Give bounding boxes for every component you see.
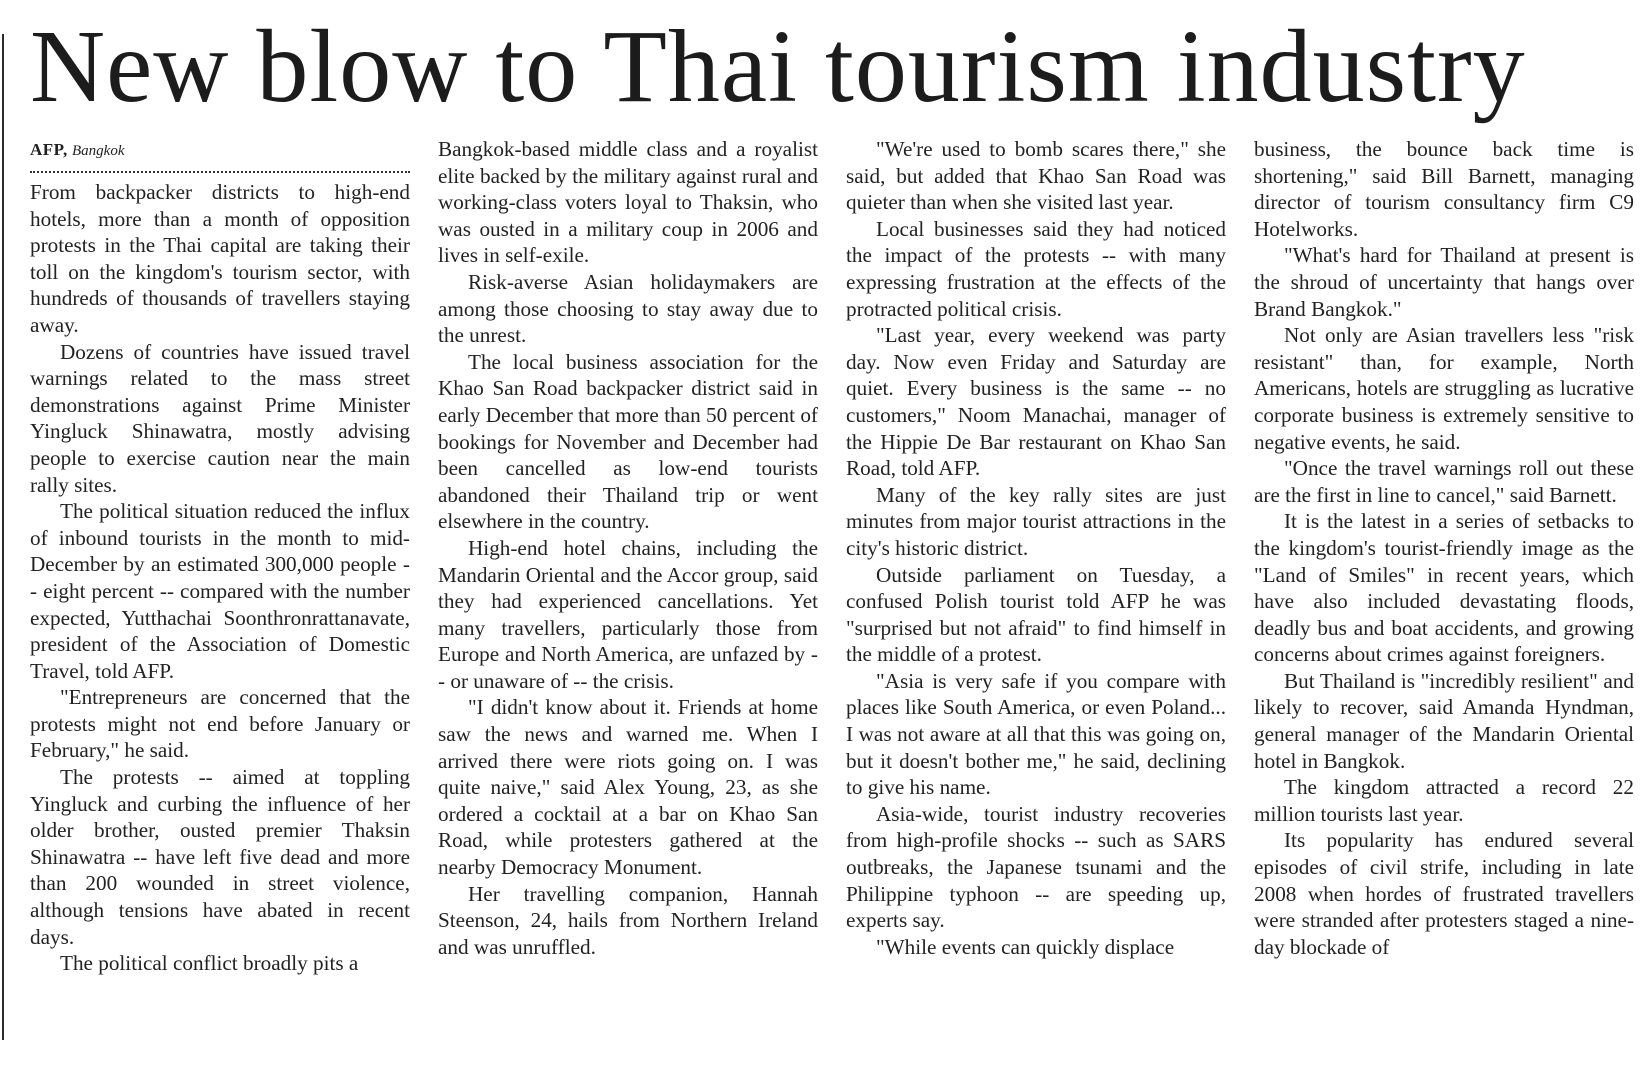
byline-dateline: Bangkok xyxy=(72,143,125,159)
paragraph: Outside parliament on Tuesday, a confused Polish tourist told AFP he was "surprised but not afraid" to find himself in the middle of a protest. xyxy=(846,562,1226,667)
column-1 xyxy=(30,136,410,977)
paragraph: business, the bounce back time is shortening," said Bill Barnett, managing director of tourism consultancy firm C9 Hotelworks. xyxy=(1254,137,1634,241)
dotted-separator xyxy=(30,171,410,173)
paragraph: The local business association for the Khao San Road backpacker district said in early December that more than 50 percent of bookings for November and December had been cancelled as low-end tourists abandoned their Thailand trip or went elsewhere in the country. xyxy=(438,349,818,534)
paragraph: The protests -- aimed at toppling Yingluck and curbing the influence of her older brother, ousted premier Thaksin Shinawatra -- have left five dead and more than 200 wounded in street violence, although tensions have abated in recent days. xyxy=(30,765,410,949)
byline-agency: AFP, xyxy=(30,140,68,159)
column-2 xyxy=(438,136,818,960)
column-4 xyxy=(1254,136,1634,960)
paragraph: Its popularity has endured several episodes of civil strife, including in late 2008 when hordes of frustrated travellers were stranded after protesters staged a nine-day blockade of xyxy=(1254,828,1634,959)
paragraph: High-end hotel chains, including the Mandarin Oriental and the Accor group, said they had experienced cancellations. Yet many travellers, particularly those from Europe and North America, are unfazed by -- or unaware of -- the crisis. xyxy=(438,535,818,693)
paragraph: "While events can quickly displace xyxy=(876,934,1175,959)
article-body xyxy=(30,136,1635,1066)
paragraph: "Once the travel warnings roll out these are the first in line to cancel," said Barnett. xyxy=(1254,456,1634,507)
paragraph: From backpacker districts to high-end hotels, more than a month of opposition protests in the Thai capital are taking their toll on the kingdom's tourism sector, with hundreds of thousands of travellers staying away. xyxy=(30,180,410,337)
paragraph: But Thailand is "incredibly resilient" and likely to recover, said Amanda Hyndman, general manager of the Mandarin Oriental hotel in Bangkok. xyxy=(1254,668,1634,773)
paragraph: "I didn't know about it. Friends at home saw the news and warned me. When I arrived there were riots going on. I was quite naive," said Alex Young, 23, as she ordered a cocktail at a bar on Khao San Road, while protesters gathered at the nearby Democracy Monument. xyxy=(438,695,818,880)
paragraph: Dozens of countries have issued travel warnings related to the mass street demonstrations against Prime Minister Yingluck Shinawatra, mostly advising people to exercise caution near the main rally sites. xyxy=(30,339,410,497)
byline xyxy=(30,136,410,163)
paragraph: "Entrepreneurs are concerned that the protests might not end before January or February," he said. xyxy=(30,685,410,763)
left-column-rule xyxy=(2,34,4,1040)
paragraph: The kingdom attracted a record 22 million tourists last year. xyxy=(1254,775,1634,826)
paragraph: Not only are Asian travellers less "risk resistant" than, for example, North Americans, hotels are struggling as lucrative corporate business is extremely sensitive to negative events, he said. xyxy=(1254,323,1634,454)
headline: New blow to Thai tourism industry xyxy=(30,9,1526,124)
paragraph: It is the latest in a series of setbacks to the kingdom's tourist-friendly image as the "Land of Smiles" in recent years, which have also included devastating floods, deadly bus and boat accidents, and growing concerns about crimes against foreigners. xyxy=(1254,509,1634,667)
paragraph: Her travelling companion, Hannah Steenson, 24, hails from Northern Ireland and was unruffled. xyxy=(438,881,818,959)
paragraph: "What's hard for Thailand at present is the shroud of uncertainty that hangs over Brand Bangkok." xyxy=(1254,243,1634,321)
paragraph: Bangkok-based middle class and a royalist elite backed by the military against rural and working-class voters loyal to Thaksin, who was ousted in a military coup in 2006 and lives in self-exile. xyxy=(438,137,818,268)
paragraph: "We're used to bomb scares there," she said, but added that Khao San Road was quieter than when she visited last year. xyxy=(846,137,1226,215)
paragraph: "Asia is very safe if you compare with places like South America, or even Poland... I was not aware at all that this was going on, but it doesn't bother me," he said, declining to give his name. xyxy=(846,668,1226,800)
paragraph: Local businesses said they had noticed the impact of the protests -- with many expressing frustration at the effects of the protracted political crisis. xyxy=(846,216,1226,321)
paragraph: The political conflict broadly pits a xyxy=(60,951,359,976)
paragraph: Many of the key rally sites are just minutes from major tourist attractions in the city's historic district. xyxy=(846,482,1226,560)
column-3 xyxy=(846,136,1226,960)
paragraph: "Last year, every weekend was party day. Now even Friday and Saturday are quiet. Every business is the same -- no customers," Noom Manachai, manager of the Hippie De Bar restaurant on Khao San Road, told AFP. xyxy=(846,323,1226,481)
paragraph: Asia-wide, tourist industry recoveries from high-profile shocks -- such as SARS outbreaks, the Japanese tsunami and the Philippine typhoon -- are speeding up, experts say. xyxy=(846,801,1226,933)
paragraph: Risk-averse Asian holidaymakers are among those choosing to stay away due to the unrest. xyxy=(438,269,818,348)
paragraph: The political situation reduced the influx of inbound tourists in the month to mid-December by an estimated 300,000 people -- eight percent -- compared with the number expected, Yutthachai Soonthronrattanavate, president of the Association of Domestic Travel, told AFP. xyxy=(30,499,410,683)
